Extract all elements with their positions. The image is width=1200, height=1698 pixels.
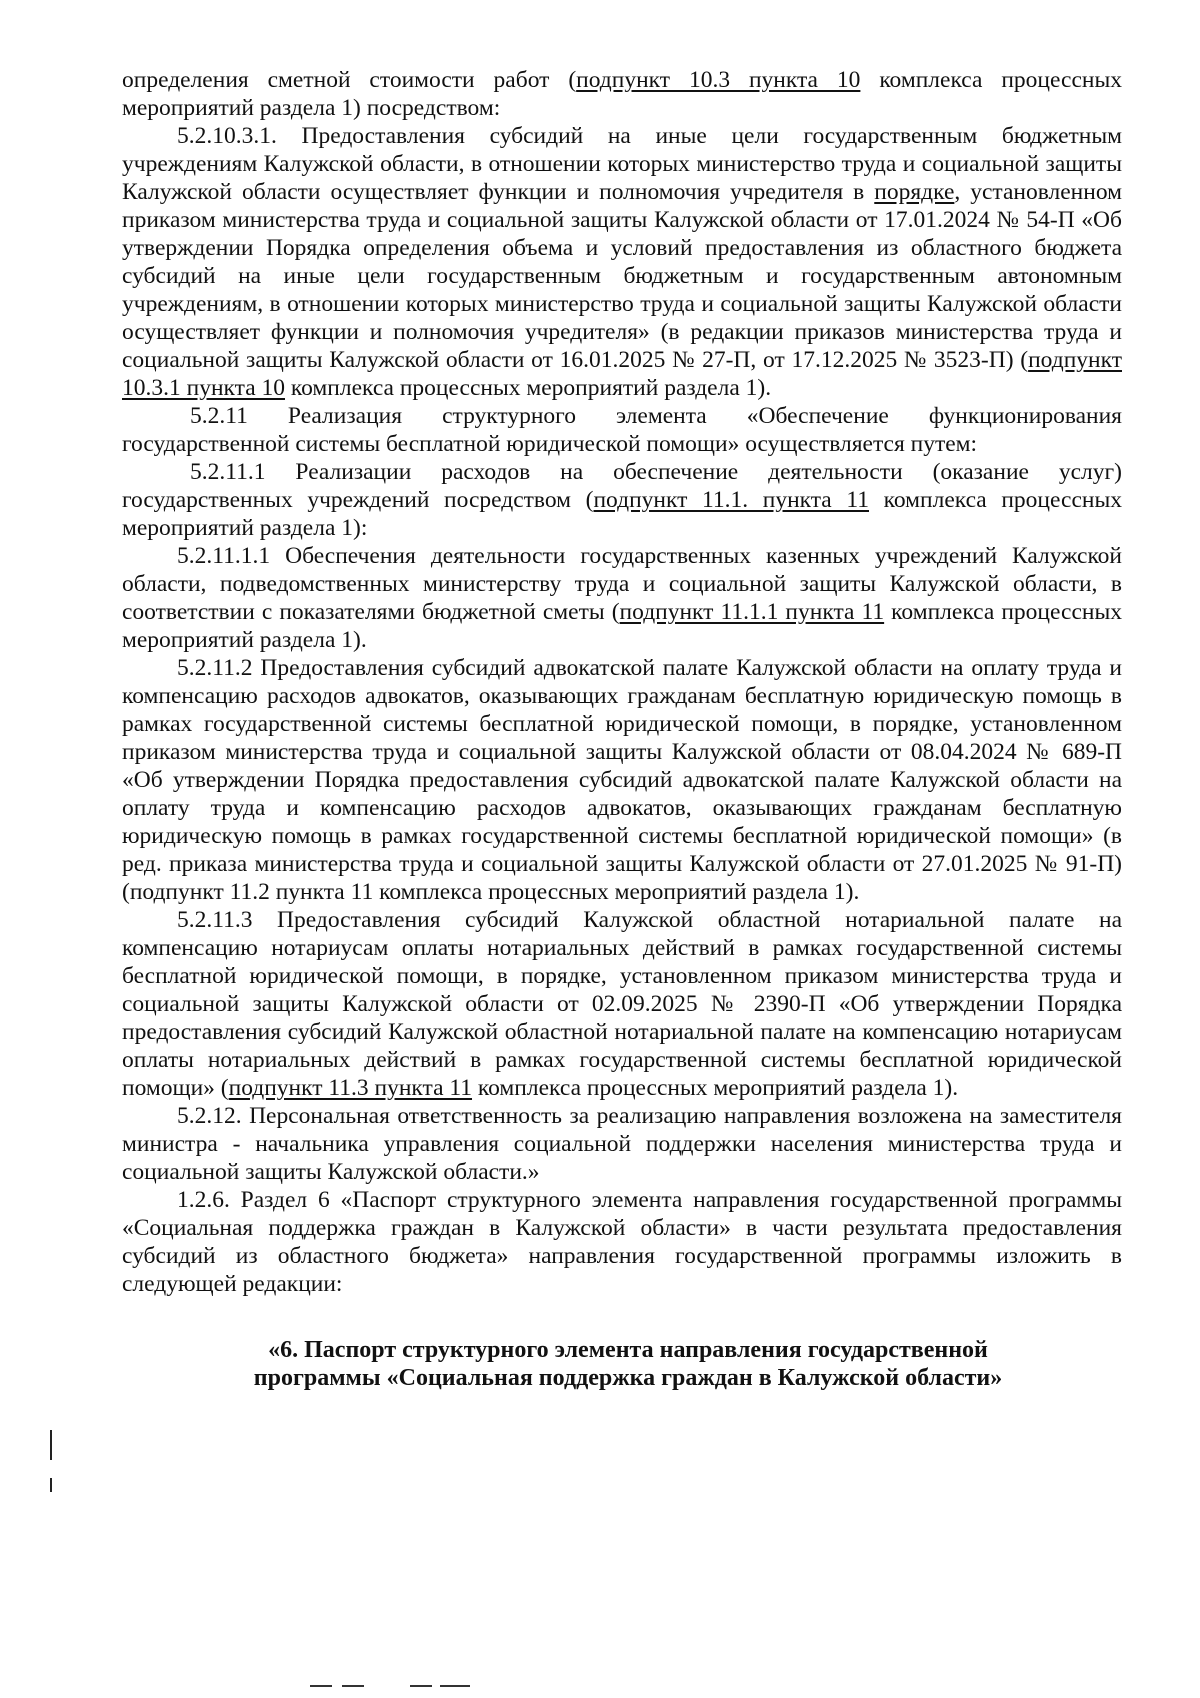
heading-line-2: программы «Социальная поддержка граждан в Калужской области» <box>253 1365 1003 1391</box>
subitem-link[interactable]: подпункт 10.3 пункта 10 <box>576 67 861 93</box>
scan-dash <box>310 1685 332 1687</box>
paragraph-5-2-11: 5.2.11 Реализация структурного элемента «Обеспечение функционирования государственной системы бесплатной юридической помощи» осуществляется путем: <box>122 403 1122 457</box>
text-run: 5.2.11.3 Предоставления субсидий Калужской областной нотариальной палате на компенсацию нотариусам оплаты нотариальных действий в рамках государственной системы бесплатной юридической помощи, в порядке, установленном приказом министерства труда и социальной защиты Калужской области от 02.09.2025 № 2390-П «Об утверждении Порядка предоставления субсидий Калужской областной нотариальной палате на компенсацию нотариусам оплаты нотариальных действий в рамках государственной системы бесплатной юридической помощи» ( <box>122 907 1122 1101</box>
subitem-link[interactable]: подпункт 11.1.1 пункта 11 <box>619 599 885 625</box>
section-heading <box>122 1336 1122 1392</box>
paragraph-1-2-6: 1.2.6. Раздел 6 «Паспорт структурного элемента направления государственной программы «Социальная поддержка граждан в Калужской области» в части результата предоставления субсидий из областного бюджета» направления государственной программы изложить в следующей редакции: <box>122 1187 1122 1297</box>
text-run: 5.2.11.1 Реализации расходов на обеспечение деятельности (оказание услуг) государственных учреждений посредством ( <box>122 459 1122 513</box>
text-run: комплекса процессных мероприятий раздела 1): <box>122 487 1123 541</box>
paragraph-5-2-10-3-1 <box>122 122 1122 402</box>
text-run: 5.2.11.1.1 Обеспечения деятельности государственных казенных учреждений Калужской области, подведомственных министерству труда и социальной защиты Калужской области, в соответствии с показателями бюджетной сметы ( <box>122 543 1122 625</box>
paragraph-5-2-11-2: 5.2.11.2 Предоставления субсидий адвокатской палате Калужской области на оплату труда и компенсацию расходов адвокатов, оказывающих гражданам бесплатную юридическую помощь в рамках государственной системы бесплатной юридической помощи, в порядке, установленном приказом министерства труда и социальной защиты Калужской области от 08.04.2024 № 689-П «Об утверждении Порядка предоставления субсидий адвокатской палате Калужской области на оплату труда и компенсацию расходов адвокатов, оказывающих гражданам бесплатную юридическую помощь в рамках государственной системы бесплатной юридической помощи» (в ред. приказа министерства труда и социальной защиты Калужской области от 27.01.2025 № 91-П) (подпункт 11.2 пункта 11 комплекса процессных мероприятий раздела 1). <box>122 655 1122 905</box>
scan-dash <box>342 1685 364 1687</box>
paragraph-5-2-11-1-1 <box>122 542 1122 654</box>
heading-line-1: «6. Паспорт структурного элемента направления государственной <box>268 1337 988 1363</box>
paragraph-5-2-11-1 <box>122 458 1122 542</box>
subitem-link[interactable]: подпункт 11.3 пункта 11 <box>228 1075 473 1101</box>
text-run: комплекса процессных мероприятий раздела 1). <box>472 1075 959 1101</box>
subitem-link[interactable]: подпункт 11.1. пункта 11 <box>593 487 869 513</box>
paragraph-5-2-12: 5.2.12. Персональная ответственность за реализацию направления возложена на заместителя министра - начальника управления социальной поддержки населения министерства труда и социальной защиты Калужской области.» <box>122 1103 1122 1185</box>
scan-dash <box>440 1685 470 1687</box>
text-run: , установленном приказом министерства труда и социальной защиты Калужской области от 17.01.2024 № 54-П «Об утверждении Порядка определения объема и условий предоставления из областного бюджета субсидий на иные цели государственным бюджетным и государственным автономным учреждениям, в отношении которых министерство труда и социальной защиты Калужской области осуществляет функции и полномочия учредителя» (в редакции приказов министерства труда и социальной защиты Калужской области от 16.01.2025 № 27-П, от 17.12.2025 № 3523-П) ( <box>122 179 1122 373</box>
text-run: комплекса процессных мероприятий раздела 1). <box>285 375 772 401</box>
paragraph-continuation <box>122 66 1122 122</box>
text-run: 5.2.10.3.1. Предоставления субсидий на иные цели государственным бюджетным учреждениям Калужской области, в отношении которых министерство труда и социальной защиты Калужской области осуществляет функции и полномочия учредителя в <box>122 123 1122 205</box>
margin-mark <box>50 1478 52 1492</box>
order-link[interactable]: порядке <box>874 179 955 205</box>
document-page <box>122 66 1122 1392</box>
margin-mark <box>50 1430 52 1460</box>
text-run: определения сметной стоимости работ ( <box>122 67 577 93</box>
text-run: комплекса процессных мероприятий раздела 1) посредством: <box>122 67 1122 121</box>
scan-dash <box>410 1685 432 1687</box>
paragraph-5-2-11-3 <box>122 906 1122 1102</box>
text-run: комплекса процессных мероприятий раздела 1). <box>122 599 1122 653</box>
subitem-link[interactable]: подпункт 10.3.1 пункта 10 <box>122 347 1122 401</box>
